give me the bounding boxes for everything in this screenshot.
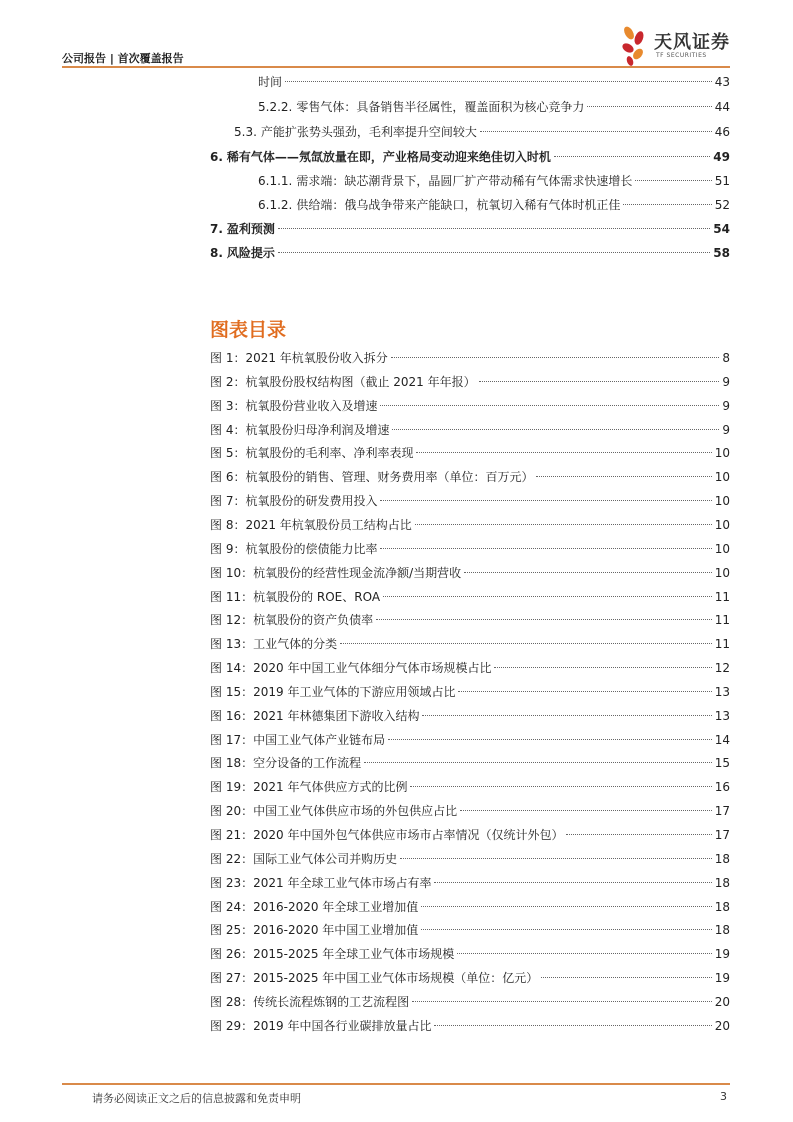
toc-entry-text: 需求端：缺芯潮背景下，晶圆厂扩产带动稀有气体需求快速增长 (296, 174, 633, 188)
figure-entry[interactable] (210, 992, 730, 1012)
figure-entry[interactable] (210, 348, 730, 368)
toc-entry[interactable] (0, 219, 793, 239)
figure-entry[interactable] (210, 873, 730, 893)
figure-leader-dots (421, 929, 711, 930)
toc-entry-page: 43 (714, 75, 730, 89)
figure-leader-dots (415, 524, 712, 525)
figure-entry[interactable] (210, 587, 730, 607)
toc-leader-dots (587, 106, 711, 107)
figure-entry[interactable] (210, 515, 730, 535)
figure-entry-page: 11 (714, 613, 730, 628)
figure-entry-text: 图 16：2021 年林德集团下游收入结构 (210, 708, 420, 723)
figure-entry-text: 图 27：2015-2025 年中国工业气体市场规模（单位：亿元） (210, 971, 539, 986)
figure-leader-dots (434, 882, 711, 883)
toc-entry-text: 风险提示 (226, 246, 275, 260)
figure-leader-dots (364, 762, 712, 763)
figure-entry-text: 图 25：2016-2020 年中国工业增加值 (210, 923, 419, 938)
figure-entry[interactable] (210, 968, 730, 988)
figure-entry-page: 9 (722, 398, 730, 413)
figure-entry-text: 图 1：2021 年杭氧股份收入拆分 (210, 351, 388, 365)
figure-entry-text: 图 4：杭氧股份归母净利润及增速 (210, 422, 390, 437)
toc-leader-dots (285, 81, 712, 82)
figure-entry-page: 17 (714, 804, 730, 819)
figure-entry[interactable] (210, 682, 730, 702)
toc-entry-text: 盈利预测 (226, 222, 275, 236)
figure-entry-text: 图 21：2020 年中国外包气体供应市场市占率情况（仅统计外包） (210, 828, 564, 842)
figure-entry-text: 图 24：2016-2020 年全球工业增加值 (210, 899, 419, 914)
page-number: 3 (720, 1090, 727, 1103)
figure-entry-text: 图 7：杭氧股份的研发费用投入 (210, 494, 378, 509)
toc-entry-text: 产能扩张势头强劲，毛利率提升空间较大 (260, 125, 477, 139)
footer-divider (62, 1083, 730, 1085)
figure-entry[interactable] (210, 777, 730, 797)
figure-entry-page: 12 (714, 661, 730, 676)
figure-leader-dots (457, 953, 711, 954)
figure-entry-text: 图 28：传统长流程炼钢的工艺流程图 (210, 994, 410, 1009)
toc-entry-number: 5.2.2. (258, 100, 293, 114)
figure-leader-dots (380, 500, 711, 501)
toc-entry-page: 51 (714, 174, 730, 188)
toc-entry-page: 58 (713, 246, 730, 260)
figure-entry[interactable] (210, 706, 730, 726)
figure-entry[interactable] (210, 1016, 730, 1036)
figure-entry-page: 10 (714, 446, 730, 461)
figure-entry-page: 19 (714, 971, 730, 986)
figure-entry[interactable] (210, 634, 730, 654)
toc-entry[interactable] (0, 147, 793, 167)
figure-leader-dots (566, 834, 711, 835)
figure-leader-dots (458, 691, 711, 692)
figure-entry[interactable] (210, 658, 730, 678)
figure-leader-dots (464, 572, 712, 573)
figure-entry-text: 图 10：杭氧股份的经营性现金流净额/当期营收 (210, 565, 462, 580)
figure-entry[interactable] (210, 610, 730, 630)
toc-entry-number: 7. (210, 222, 223, 236)
figure-leader-dots (434, 1025, 711, 1026)
toc-entry[interactable] (0, 243, 793, 263)
toc-entry[interactable] (0, 122, 793, 142)
figure-entry-page: 15 (714, 756, 730, 771)
toc-entry-page: 49 (713, 150, 730, 164)
figure-entry-text: 图 11：杭氧股份的 ROE、ROA (210, 589, 381, 604)
company-logo (620, 24, 740, 68)
figure-entry-page: 8 (722, 351, 730, 365)
figure-entry-text: 图 23：2021 年全球工业气体市场占有率 (210, 875, 432, 890)
figure-entry[interactable] (210, 897, 730, 917)
figure-entry[interactable] (210, 849, 730, 869)
figure-entry[interactable] (210, 420, 730, 440)
figure-entry-text: 图 14：2020 年中国工业气体细分气体市场规模占比 (210, 661, 492, 676)
figure-entry-text: 图 20：中国工业气体供应市场的外包供应占比 (210, 804, 458, 819)
figure-entry-page: 10 (714, 541, 730, 556)
figure-entry-page: 17 (714, 828, 730, 842)
figure-entry-text: 图 17：中国工业气体产业链布局 (210, 732, 386, 747)
toc-leader-dots (635, 180, 711, 181)
figure-leader-dots (460, 810, 712, 811)
figure-entry[interactable] (210, 443, 730, 463)
toc-entry[interactable] (0, 195, 793, 215)
figure-leader-dots (380, 548, 711, 549)
toc-entry[interactable] (0, 171, 793, 191)
toc-entry-page: 46 (714, 125, 730, 139)
figure-entry-page: 9 (722, 374, 730, 389)
figure-entry-text: 图 26：2015-2025 年全球工业气体市场规模 (210, 947, 455, 962)
figure-entry-text: 图 22：国际工业气体公司并购历史 (210, 851, 398, 866)
toc-leader-dots (623, 204, 711, 205)
figure-entry-page: 20 (714, 1018, 730, 1033)
figure-entry-page: 18 (714, 875, 730, 890)
figure-leader-dots (421, 906, 711, 907)
toc-entry-number: 8. (210, 246, 223, 260)
figure-entry-page: 10 (714, 517, 730, 532)
figure-entry[interactable] (210, 491, 730, 511)
figure-entry-page: 16 (714, 780, 730, 795)
toc-entry-text: 稀有气体——氖氙放量在即，产业格局变动迎来绝佳切入时机 (226, 150, 551, 164)
toc-leader-dots (480, 131, 712, 132)
toc-entry-page: 54 (713, 222, 730, 236)
toc-entry-number: 5.3. (234, 125, 257, 139)
figure-entry-page: 18 (714, 899, 730, 914)
figure-entry-text: 图 12：杭氧股份的资产负债率 (210, 613, 374, 628)
report-type-label: 公司报告 | 首次覆盖报告 (62, 52, 184, 65)
figure-entry[interactable] (210, 539, 730, 559)
toc-entry-text: 时间 (258, 75, 283, 89)
toc-entry[interactable] (0, 97, 793, 117)
figure-leader-dots (383, 596, 712, 597)
figure-entry-page: 11 (714, 589, 730, 604)
figure-entry-text: 图 5：杭氧股份的毛利率、净利率表现 (210, 446, 414, 461)
figure-entry-text: 图 29：2019 年中国各行业碳排放量占比 (210, 1018, 432, 1033)
figure-entry-text: 图 13：工业气体的分类 (210, 637, 338, 652)
figure-leader-dots (416, 452, 711, 453)
figure-entry-text: 图 15：2019 年工业气体的下游应用领域占比 (210, 684, 456, 699)
figure-entry[interactable] (210, 801, 730, 821)
figure-leader-dots (410, 786, 711, 787)
figure-entry-text: 图 19：2021 年气体供应方式的比例 (210, 780, 408, 795)
figure-entry[interactable] (210, 467, 730, 487)
figure-entry-text: 图 6：杭氧股份的销售、管理、财务费用率（单位：百万元） (210, 470, 534, 485)
figure-entry-text: 图 3：杭氧股份营业收入及增速 (210, 398, 378, 413)
figure-entry[interactable] (210, 944, 730, 964)
figure-leader-dots (391, 357, 720, 358)
header-divider (62, 66, 730, 68)
figure-leader-dots (494, 667, 711, 668)
figure-leader-dots (412, 1001, 712, 1002)
logo-chinese-name: 天风证券 (654, 32, 730, 53)
figure-entry-page: 20 (714, 994, 730, 1009)
figure-leader-dots (392, 429, 719, 430)
figure-entry-page: 18 (714, 923, 730, 938)
figure-leader-dots (388, 739, 712, 740)
figure-entry-page: 9 (722, 422, 730, 437)
figure-entry-text: 图 8：2021 年杭氧股份员工结构占比 (210, 517, 412, 532)
toc-entry-text: 零售气体：具备销售半径属性，覆盖面积为核心竞争力 (296, 100, 585, 114)
figure-leader-dots (376, 619, 712, 620)
toc-entry-number: 6.1.2. (258, 198, 293, 212)
figure-entry[interactable] (210, 563, 730, 583)
figure-entry-page: 19 (714, 947, 730, 962)
figure-entry-page: 13 (714, 684, 730, 699)
figure-leader-dots (541, 977, 711, 978)
figure-entry-page: 11 (714, 637, 730, 652)
figure-entry-page: 10 (714, 494, 730, 509)
figure-leader-dots (536, 476, 711, 477)
figure-leader-dots (400, 858, 712, 859)
figure-entry-page: 18 (714, 851, 730, 866)
figure-leader-dots (340, 643, 712, 644)
figure-entry-text: 图 18：空分设备的工作流程 (210, 756, 362, 771)
footer-disclaimer: 请务必阅读正文之后的信息披露和免责申明 (92, 1092, 301, 1105)
toc-entry[interactable] (0, 72, 793, 92)
toc-leader-dots (278, 228, 710, 229)
figure-entry-text: 图 2：杭氧股份股权结构图（截止 2021 年年报） (210, 374, 476, 389)
figure-leader-dots (380, 405, 719, 406)
figure-entry-text: 图 9：杭氧股份的偿债能力比率 (210, 541, 378, 556)
toc-entry-number: 6.1.1. (258, 174, 293, 188)
figure-entry[interactable] (210, 825, 730, 845)
logo-english-name: TF SECURITIES (656, 52, 707, 59)
figure-entry[interactable] (210, 753, 730, 773)
toc-entry-page: 44 (714, 100, 730, 114)
toc-entry-text: 供给端：俄乌战争带来产能缺口，杭氧切入稀有气体时机正佳 (296, 198, 621, 212)
figure-entry-page: 10 (714, 565, 730, 580)
figure-entry-page: 14 (714, 732, 730, 747)
toc-entry-page: 52 (714, 198, 730, 212)
figure-leader-dots (479, 381, 720, 382)
toc-leader-dots (278, 252, 710, 253)
toc-entry-number: 6. (210, 150, 223, 164)
figure-leader-dots (422, 715, 711, 716)
figure-entry[interactable] (210, 396, 730, 416)
figure-entry-page: 13 (714, 708, 730, 723)
figure-entry-page: 10 (714, 470, 730, 485)
figure-entry[interactable] (210, 730, 730, 750)
toc-leader-dots (554, 156, 710, 157)
figure-entry[interactable] (210, 372, 730, 392)
logo-mark-icon (620, 24, 652, 68)
figure-entry[interactable] (210, 920, 730, 940)
figures-index-title: 图表目录 (210, 319, 287, 341)
